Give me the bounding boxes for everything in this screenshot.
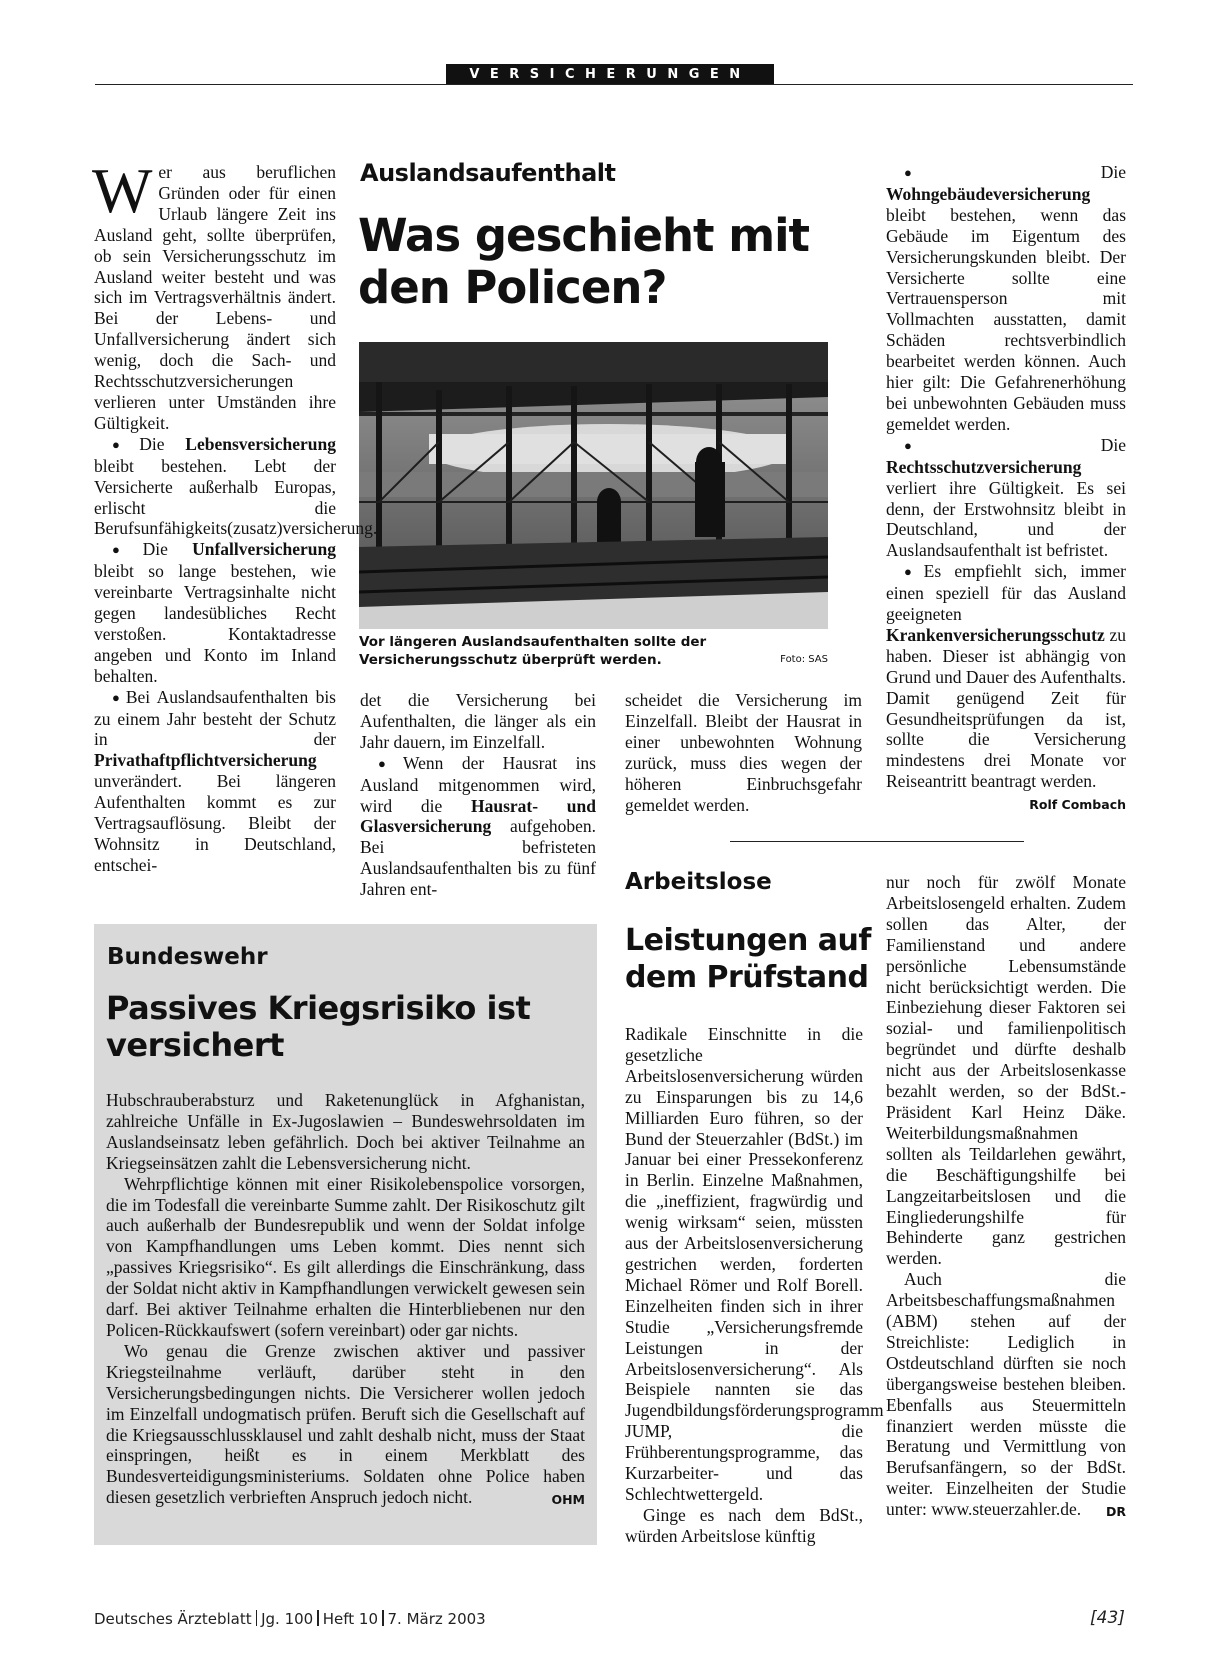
paragraph: det die Versicherung bei Aufenthalten, die länger als ein Jahr dauern, im Einzelfall.	[360, 690, 596, 752]
main-kicker: Auslandsaufenthalt	[360, 159, 616, 187]
journal-date: 7. März 2003	[387, 1610, 486, 1628]
divider-rule	[730, 841, 1024, 842]
main-column-4	[886, 162, 1126, 816]
paragraph: scheidet die Versicherung im Einzelfall. Bleibt der Hausrat in einer unbewohnten Wohnung zurück, muss dies wegen der höheren Einbruchsgefahr gemeldet werden.	[625, 690, 862, 815]
bullet-hausrat: ● Wenn der Hausrat ins Ausland mitgenommen wird, wird die Hausrat- und Glasversicherung aufgehoben. Bei befristeten Auslandsaufenthalten bis zu fünf Jahren ent-	[360, 753, 596, 900]
bullet-lebensversicherung: ● Die Lebensversicherung bleibt bestehen. Lebt der Versicherte außerhalb Europas, erlischt die Berufsunfähigkeits(zusatz)versicherung.	[94, 434, 336, 540]
bundeswehr-kicker: Bundeswehr	[107, 944, 268, 970]
photo-caption	[359, 633, 828, 669]
paragraph: Hubschrauberabsturz und Raketenunglück in Afghanistan, zahlreiche Unfälle in Ex-Jugoslawien – Bundeswehrsoldaten im Auslandseinsatz leben gefährlich. Doch bei aktiver Teilnahme an Kriegseinsätzen zahlt die Lebensversicherung nicht.	[106, 1090, 585, 1173]
paragraph: nur noch für zwölf Monate Arbeitslosengeld erhalten. Zudem sollen das Alter, der Familienstand und andere persönliche Lebensumstände nicht berücksichtigt werden. Die Einbeziehung dieser Faktoren sei sozial- und familienpolitisch begründet und dürfte deshalb nicht aus der Arbeitslosenkasse bezahlt werden, so der BdSt.-Präsident Karl Heinz Däke. Weiterbildungsmaßnahmen sollten als Teildarlehen gewährt, die Beschäftigungshilfe bei Langzeitarbeitslosen und die Eingliederungshilfe für Behinderte ganz gestrichen werden.	[886, 872, 1126, 1269]
footer-journal-info	[94, 1610, 486, 1628]
bullet-privathaftpflicht: ● Bei Auslandsaufenthalten bis zu einem Jahr besteht der Schutz in der Privathaftpflichtversicherung unverändert. Bei längeren Aufenthalten kommt es zur Vertragsauflösung. Bleibt der Wohnsitz in Deutschland, entschei-	[94, 687, 336, 876]
arbeitslose-headline: Leistungen auf dem Prüfstand	[625, 923, 871, 995]
arbeitslose-byline: DR	[1105, 1504, 1126, 1520]
main-column-3	[625, 690, 862, 815]
journal-issue: Heft 10	[322, 1610, 378, 1628]
paragraph: Radikale Einschnitte in die gesetzliche Arbeitslosenversicherung würden zu Einsparungen bis zu 14,6 Milliarden Euro führen, so der Bund der Steuerzahler (BdSt.) im Januar bei einer Pressekonferenz in Berlin. Einzelne Maßnahmen, die „ineffizient, fragwürdig und wenig wirksam“ seien, müssten aus der Arbeitslosenversicherung gestrichen werden, forderten Michael Römer und Rolf Borell. Einzelheiten finden sich in ihrer Studie „Versicherungsfremde Leistungen in der Arbeitslosenversicherung“. Als Beispiele nannten sie das Jugendbildungsförderungsprogramm JUMP, die Frühberentungsprogramme, das Kurzarbeiter- und das Schlechtwettergeld.	[625, 1024, 884, 1504]
bundeswehr-body	[106, 1090, 585, 1511]
bullet-rechtsschutz: ● Die Rechtsschutzversicherung verliert ihre Gültigkeit. Es sei denn, der Erstwohnsitz bleibt in Deutschland, und der Auslandsaufenthalt ist befristet.	[886, 435, 1126, 561]
photo-illustration	[359, 342, 828, 629]
bullet-krankenversicherung: ● Es empfiehlt sich, immer einen speziell für das Ausland geeigneten Krankenversicherungsschutz zu haben. Dieser ist abhängig von Grund und Dauer des Aufenthalts. Damit genügend Zeit für Gesundheitsprüfungen da ist, sollte die Versicherung mindestens drei Monate vor Reiseantritt beantragt werden. Rolf Combach	[886, 561, 1126, 792]
dropcap: W	[92, 155, 153, 226]
section-badge: VERSICHERUNGEN	[446, 64, 774, 84]
bundeswehr-byline: OHM	[551, 1492, 585, 1508]
paragraph: Ginge es nach dem BdSt., würden Arbeitslose künftig	[625, 1504, 863, 1546]
journal-volume: Jg. 100	[261, 1610, 314, 1628]
arbeitslose-column-2	[886, 872, 1126, 1523]
page-number: [43]	[1090, 1608, 1125, 1628]
main-column-2	[360, 690, 596, 900]
journal-name: Deutsches Ärzteblatt	[94, 1610, 252, 1628]
airport-jetway-photo	[359, 342, 828, 629]
bundeswehr-headline: Passives Kriegsrisiko ist versichert	[106, 989, 531, 1064]
main-column-1	[92, 155, 378, 876]
section-rule	[95, 84, 1133, 85]
paragraph: Auch die Arbeitsbeschaffungsmaßnahmen (ABM) stehen auf der Streichliste: Lediglich in Ostdeutschland dürften sie noch übergangsweise bestehen bleiben. Ebenfalls aus Steuermitteln finanziert werden müsste die Beratung und Vermittlung von Berufsanfängern, so der BdSt. weiter. Einzelheiten der Studie unter: www.steuerzahler.de. DR	[886, 1269, 1126, 1520]
paragraph: Wo genau die Grenze zwischen aktiver und passiver Kriegsteilnahme verläuft, darüber steht in den Versicherungsbedingungen nichts. Die Versicherer wollen jedoch im Einzelfall undogmatisch prüfen. Beruft sich die Gesellschaft auf die Kriegsausschlussklausel und zahlt deshalb nicht, muss der Staat einspringen, heißt es in einem Merkblatt des Bundesverteidigungsministeriums. Soldaten ohne Police haben diesen gesetzlich verbrieften Anspruch jedoch nicht. OHM	[106, 1341, 585, 1508]
arbeitslose-kicker: Arbeitslose	[625, 869, 772, 895]
bullet-wohngebaeude: ● Die Wohngebäudeversicherung bleibt bestehen, wenn das Gebäude im Eigentum des Versicherungskunden bleibt. Der Versicherte sollte eine Vertrauensperson mit Vollmachten ausstatten, damit Schäden rechtsverbindlich bearbeitet werden können. Auch hier gilt: Die Gefahrenerhöhung bei unbewohnten Gebäuden muss gemeldet werden.	[886, 162, 1126, 435]
intro-paragraph: er aus beruflichen Gründen oder für einen Urlaub längere Zeit ins Ausland geht, sollte überprüfen, ob sein Versicherungsschutz im Ausland weiter besteht und was sich im Vertragsverhältnis ändert. Bei der Lebens- und Unfallversicherung ändert sich wenig, doch die Sach- und Rechtsschutzversicherungen verlieren unter Umständen ihre Gültigkeit.	[94, 162, 336, 433]
main-headline: Was geschieht mit den Policen?	[358, 209, 810, 314]
main-byline: Rolf Combach	[1029, 797, 1126, 813]
paragraph: Wehrpflichtige können mit einer Risikolebenspolice vorsorgen, die im Todesfall die vereinbarte Summe zahlt. Der Risikoschutz gilt auch außerhalb der Bundesrepublik und wenn der Soldat infolge von Kampfhandlungen ums Leben kommt. Dies nennt sich „passives Kriegsrisiko“. Es gilt allerdings die Einschränkung, dass der Soldat nicht aktiv in Kampfhandlungen verwickelt gewesen sein darf. Bei aktiver Teilnahme erhalten die Hinterbliebenen nur den Policen-Rückkaufswert (sofern vereinbart) oder gar nichts.	[106, 1173, 585, 1340]
photo-credit: Foto: SAS	[780, 654, 828, 665]
caption-text: Vor längeren Auslandsaufenthalten sollte der Versicherungsschutz überprüft werden.	[359, 634, 707, 668]
bullet-unfallversicherung: ● Die Unfallversicherung bleibt so lange bestehen, wie vereinbarte Vertragsinhalte nicht gegen landesübliches Recht verstoßen. Kontaktadresse angeben und Konto im Inland behalten.	[94, 539, 336, 686]
arbeitslose-column-1	[625, 1024, 884, 1547]
